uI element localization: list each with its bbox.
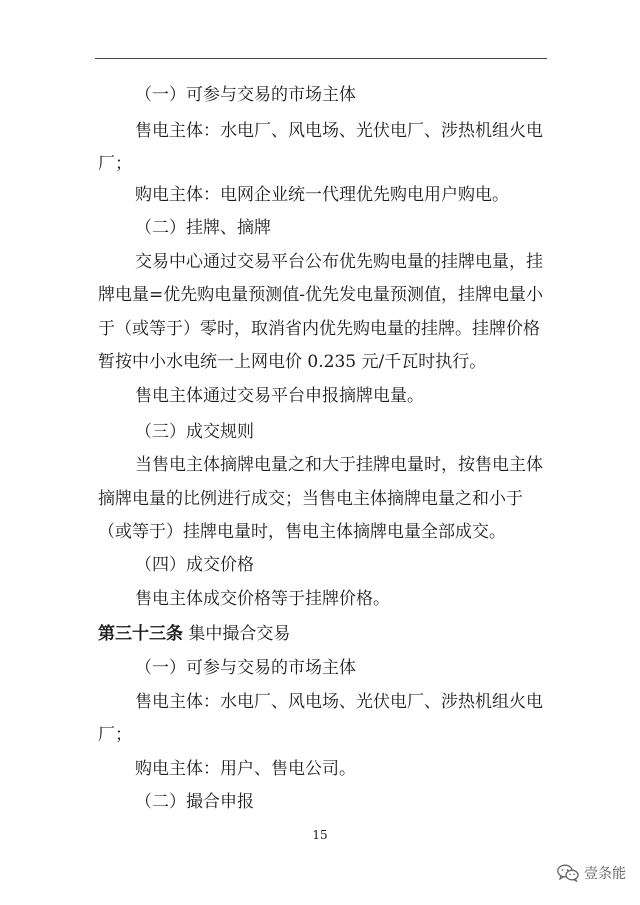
- wechat-icon: [557, 864, 579, 882]
- paragraph-line: 于（或等于）零时，取消省内优先购电量的挂牌。挂牌价格: [98, 319, 540, 339]
- paragraph-line: 厂；: [98, 154, 132, 174]
- paragraph-line: 售电主体：水电厂、风电场、光伏电厂、涉热机组火电: [135, 692, 543, 712]
- wechat-watermark: [557, 863, 626, 883]
- article-title: 集中撮合交易: [188, 624, 291, 644]
- section-heading: （四）成交价格: [135, 555, 254, 575]
- section-heading: （三）成交规则: [135, 422, 254, 442]
- paragraph-line: （或等于）挂牌电量时，售电主体摘牌电量全部成交。: [98, 522, 506, 542]
- paragraph-line: 购电主体：用户、售电公司。: [135, 759, 356, 779]
- paragraph-line: 厂；: [98, 725, 132, 745]
- section-heading: （一）可参与交易的市场主体: [135, 658, 356, 678]
- article-number: 第三十三条: [98, 624, 183, 644]
- paragraph-line: 摘牌电量的比例进行成交；当售电主体摘牌电量之和小于: [98, 489, 523, 509]
- section-heading: （二）撮合申报: [135, 792, 254, 812]
- header-rule: [95, 58, 547, 59]
- section-heading: （二）挂牌、摘牌: [135, 218, 271, 238]
- paragraph-line: 当售电主体摘牌电量之和大于挂牌电量时，按售电主体: [135, 455, 543, 475]
- article-heading: [98, 624, 290, 644]
- section-heading: （一）可参与交易的市场主体: [135, 85, 356, 105]
- page-number: 15: [312, 828, 328, 842]
- paragraph-line: 购电主体：电网企业统一代理优先购电用户购电。: [135, 185, 509, 205]
- paragraph-line: 交易中心通过交易平台公布优先购电量的挂牌电量，挂: [135, 252, 543, 272]
- paragraph-line: 暂按中小水电统一上网电价 0.235 元/千瓦时执行。: [98, 352, 487, 372]
- paragraph-line: 售电主体成交价格等于挂牌价格。: [135, 589, 390, 609]
- paragraph-line: 售电主体通过交易平台申报摘牌电量。: [135, 386, 424, 406]
- watermark-text: 壹条能: [584, 866, 626, 882]
- paragraph-line: 牌电量=优先购电量预测值-优先发电量预测值，挂牌电量小: [98, 285, 543, 305]
- paragraph-line: 售电主体：水电厂、风电场、光伏电厂、涉热机组火电: [135, 121, 543, 141]
